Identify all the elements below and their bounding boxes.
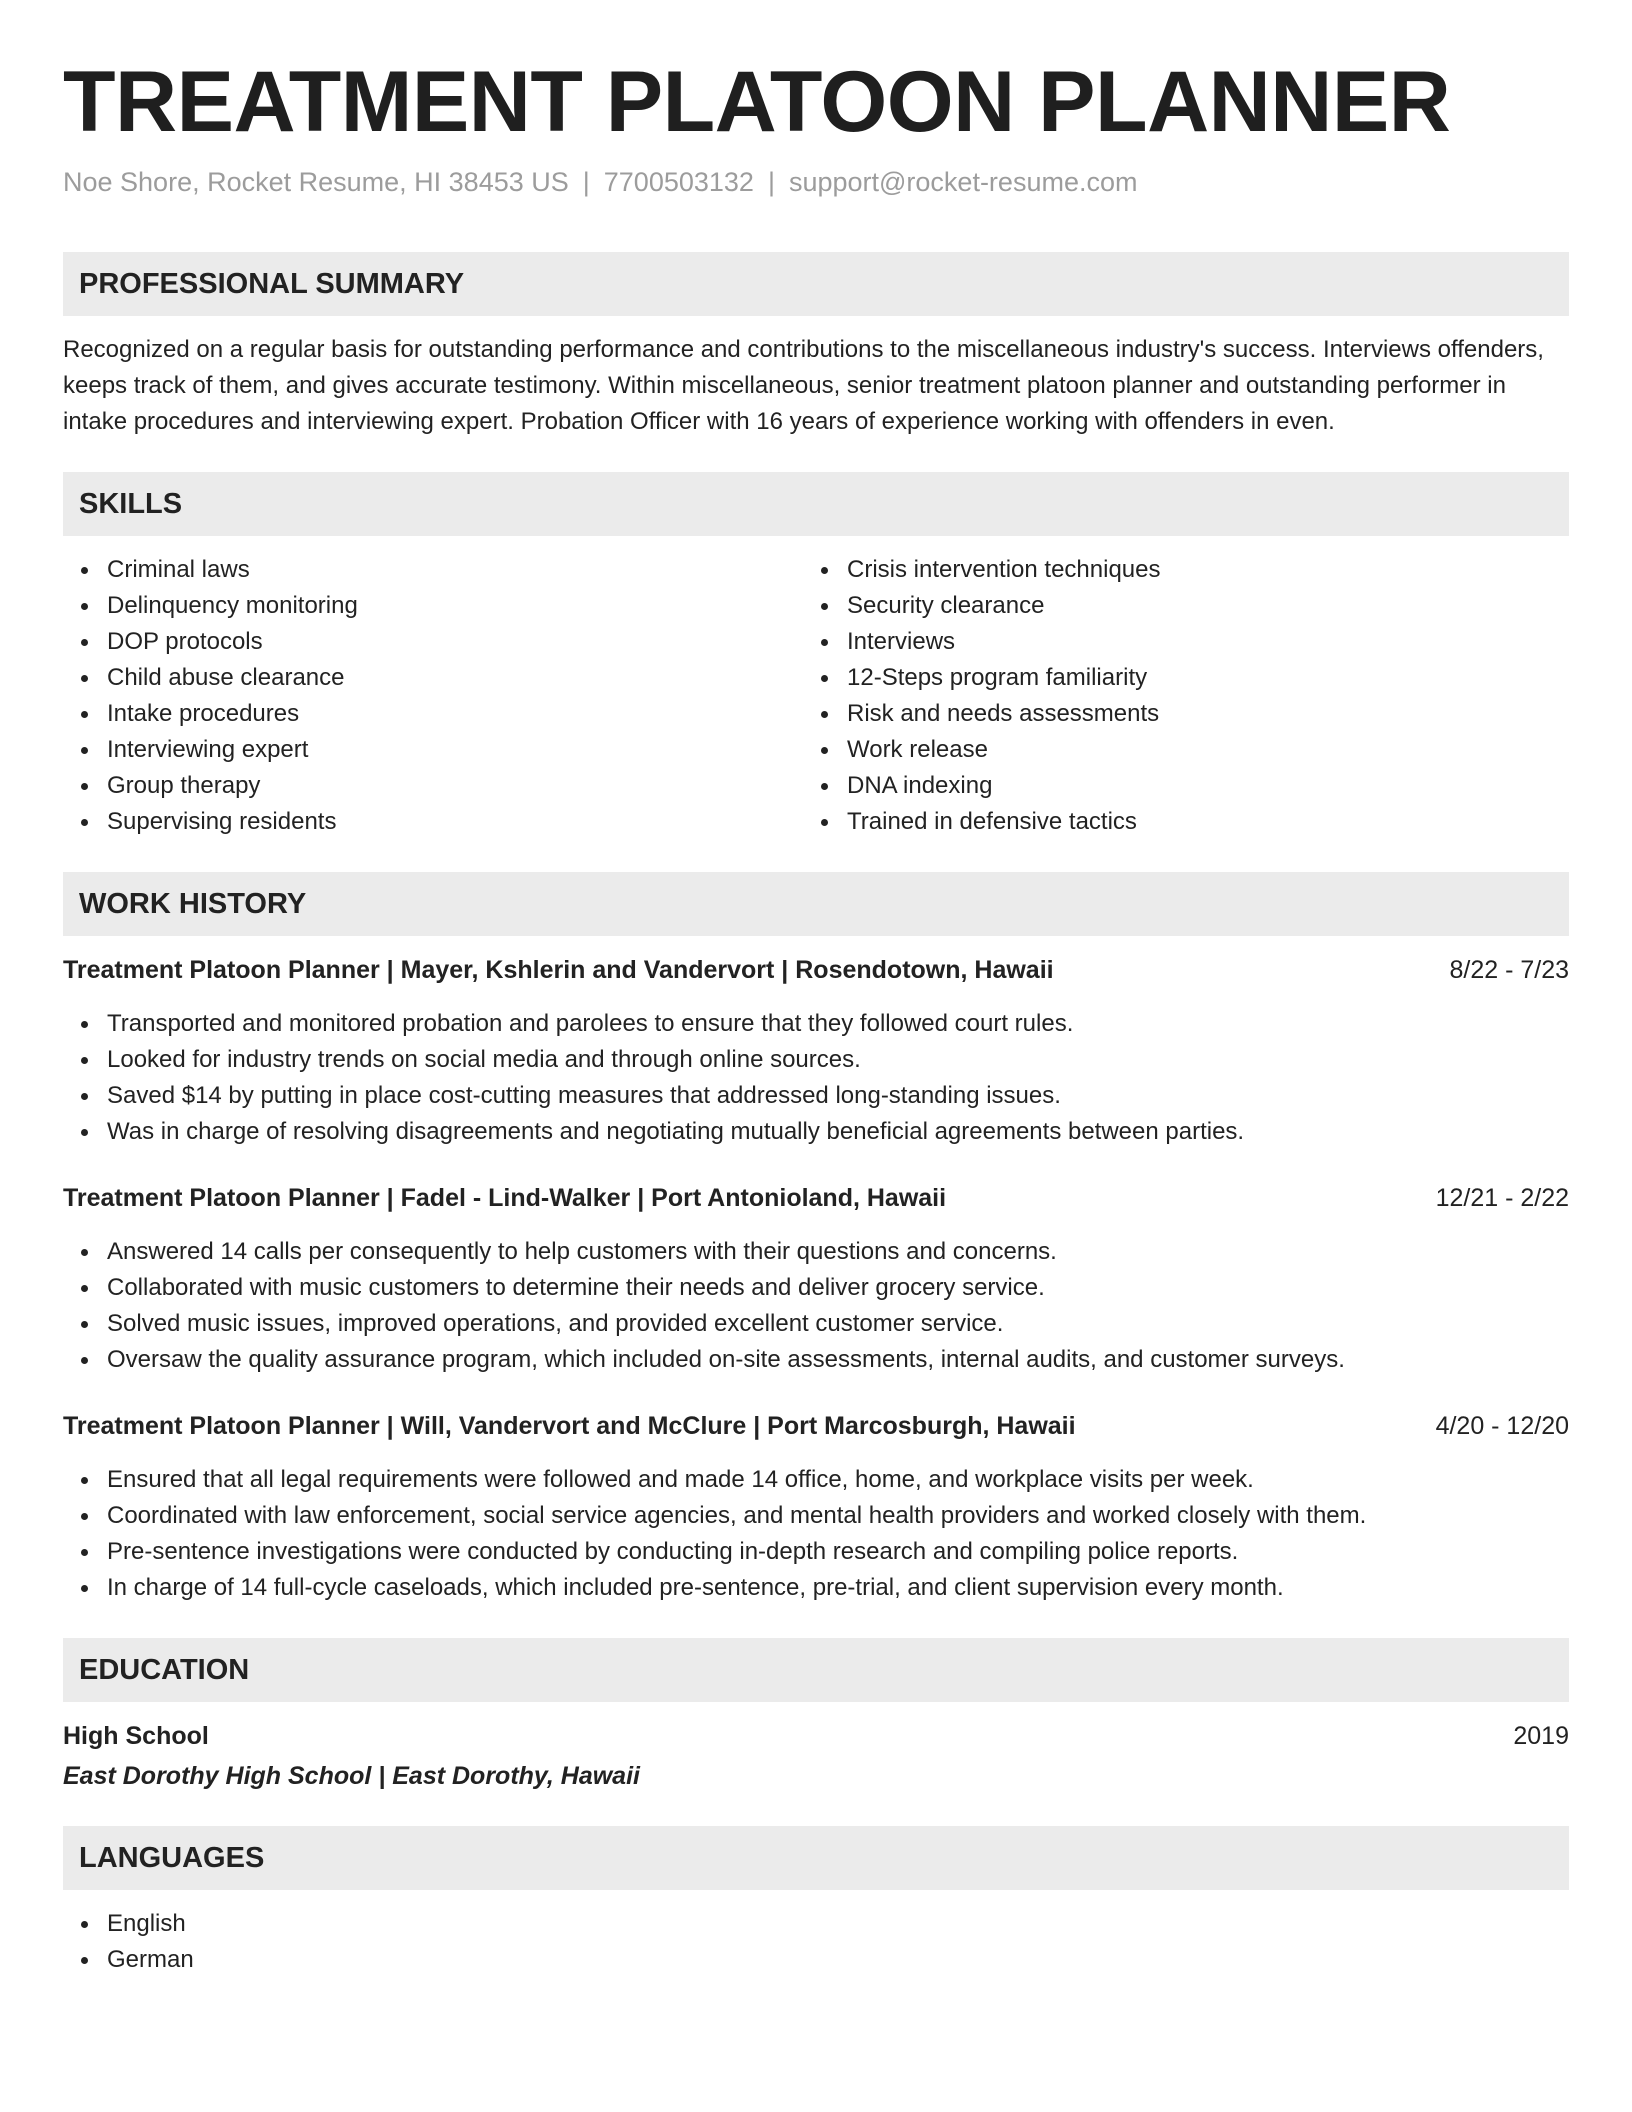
skill-item: DNA indexing: [803, 768, 1543, 804]
job-bullet: Saved $14 by putting in place cost-cutting measures that addressed long-standing issues.: [63, 1078, 1569, 1114]
education-heading-row: [63, 1718, 1569, 1754]
job-bullet: Looked for industry trends on social media and through online sources.: [63, 1042, 1569, 1078]
skill-item: Supervising residents: [63, 804, 803, 840]
work-history-header: WORK HISTORY: [63, 872, 1569, 936]
skills-grid: [63, 552, 1569, 840]
languages-header: LANGUAGES: [63, 1826, 1569, 1890]
job-heading-row: [63, 952, 1569, 988]
education-entry: [63, 1718, 1569, 1794]
contact-phone: 7700503132: [603, 167, 754, 197]
skill-item: Risk and needs assessments: [803, 696, 1543, 732]
job-heading-row: [63, 1408, 1569, 1444]
skill-item: Interviews: [803, 624, 1543, 660]
education-degree: High School: [63, 1722, 209, 1750]
job-dates: 4/20 - 12/20: [1435, 1412, 1569, 1440]
job-bullet-list: [63, 1234, 1569, 1378]
job-bullet-list: [63, 1462, 1569, 1606]
skill-item: Criminal laws: [63, 552, 803, 588]
contact-email: support@rocket-resume.com: [788, 167, 1138, 197]
skill-item: Interviewing expert: [63, 732, 803, 768]
education-header: EDUCATION: [63, 1638, 1569, 1702]
job-bullet: Solved music issues, improved operations, and provided excellent customer service.: [63, 1306, 1569, 1342]
job-title: Treatment Platoon Planner | Mayer, Kshlerin and Vandervort | Rosendotown, Hawaii: [63, 956, 1054, 984]
contact-line: [63, 164, 1569, 200]
skill-item: Trained in defensive tactics: [803, 804, 1543, 840]
job-bullet: Ensured that all legal requirements were followed and made 14 office, home, and workplace visits per week.: [63, 1462, 1569, 1498]
language-item: German: [63, 1942, 1569, 1978]
contact-separator: |: [582, 167, 590, 197]
skill-item: Delinquency monitoring: [63, 588, 803, 624]
job-entry: [63, 952, 1569, 1150]
skill-item: Intake procedures: [63, 696, 803, 732]
skill-item: 12-Steps program familiarity: [803, 660, 1543, 696]
education-school: East Dorothy High School | East Dorothy, Hawaii: [63, 1762, 640, 1790]
summary-text: Recognized on a regular basis for outstanding performance and contributions to the miscellaneous industry's success. Interviews offenders, keeps track of them, and gives accurate testimony. Within miscellaneous, senior treatment platoon planner and outstanding performer in intake procedures and interviewing expert. Probation Officer with 16 years of experience working with offenders in even.: [63, 336, 1544, 435]
skill-item: Security clearance: [803, 588, 1543, 624]
job-dates: 12/21 - 2/22: [1435, 1184, 1569, 1212]
skill-item: DOP protocols: [63, 624, 803, 660]
skills-column-right: [803, 552, 1543, 840]
job-entry: [63, 1408, 1569, 1606]
skill-item: Work release: [803, 732, 1543, 768]
skills-header: SKILLS: [63, 472, 1569, 536]
job-bullet: Was in charge of resolving disagreements and negotiating mutually beneficial agreements between parties.: [63, 1114, 1569, 1150]
job-title: Treatment Platoon Planner | Fadel - Lind-Walker | Port Antonioland, Hawaii: [63, 1184, 947, 1212]
job-bullet: Transported and monitored probation and parolees to ensure that they followed court rules.: [63, 1006, 1569, 1042]
language-item: English: [63, 1906, 1569, 1942]
skills-column-left: [63, 552, 803, 840]
summary-header: PROFESSIONAL SUMMARY: [63, 252, 1569, 316]
job-bullet: Coordinated with law enforcement, social service agencies, and mental health providers and worked closely with them.: [63, 1498, 1569, 1534]
resume-name: TREATMENT PLATOON PLANNER: [63, 54, 1451, 150]
job-heading-row: [63, 1180, 1569, 1216]
job-bullet: In charge of 14 full-cycle caseloads, which included pre-sentence, pre-trial, and client supervision every month.: [63, 1570, 1569, 1606]
job-dates: 8/22 - 7/23: [1449, 956, 1569, 984]
skill-item: Child abuse clearance: [63, 660, 803, 696]
job-bullet: Answered 14 calls per consequently to help customers with their questions and concerns.: [63, 1234, 1569, 1270]
job-bullet: Oversaw the quality assurance program, which included on-site assessments, internal audits, and customer surveys.: [63, 1342, 1569, 1378]
job-bullet-list: [63, 1006, 1569, 1150]
job-entry: [63, 1180, 1569, 1378]
job-title: Treatment Platoon Planner | Will, Vandervort and McClure | Port Marcosburgh, Hawaii: [63, 1412, 1076, 1440]
education-year: 2019: [1513, 1722, 1569, 1750]
languages-list: [63, 1906, 1569, 1978]
contact-separator: |: [767, 167, 775, 197]
job-bullet: Pre-sentence investigations were conducted by conducting in-depth research and compiling police reports.: [63, 1534, 1569, 1570]
skill-item: Group therapy: [63, 768, 803, 804]
skill-item: Crisis intervention techniques: [803, 552, 1543, 588]
contact-address: Noe Shore, Rocket Resume, HI 38453 US: [63, 167, 569, 197]
job-bullet: Collaborated with music customers to determine their needs and deliver grocery service.: [63, 1270, 1569, 1306]
